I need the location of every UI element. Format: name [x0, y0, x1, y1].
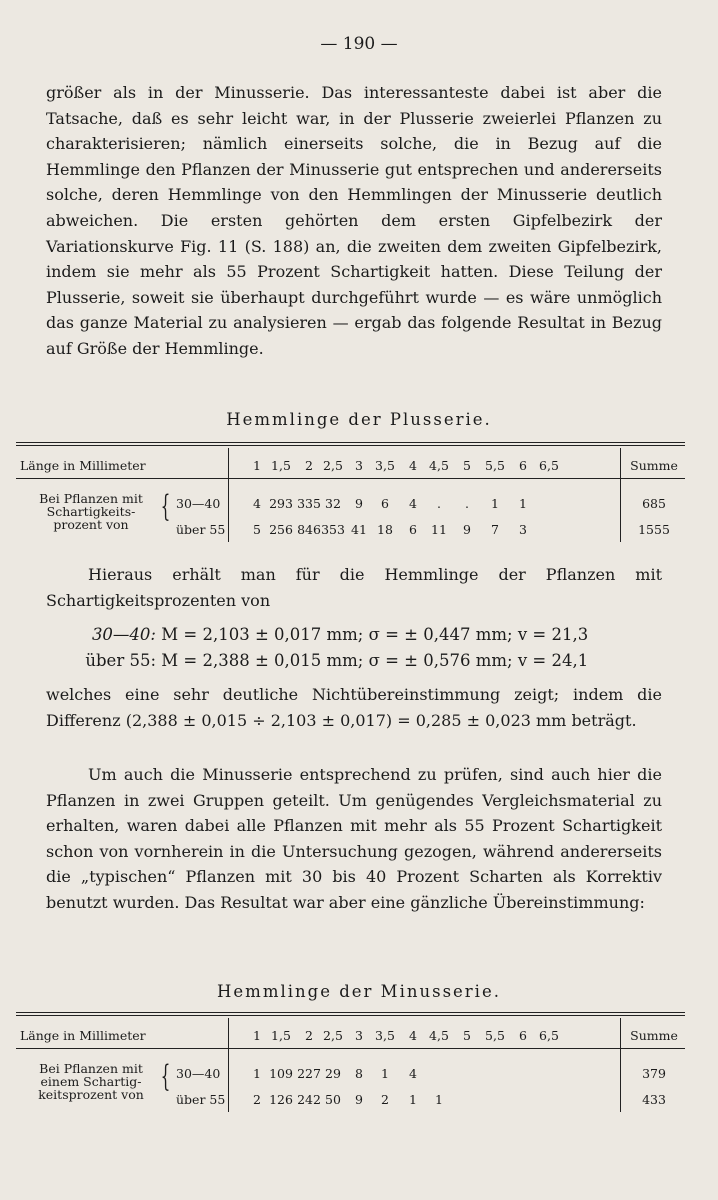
- table-cell: 32: [325, 496, 341, 511]
- table-divider: [620, 448, 621, 542]
- brace: {: [160, 489, 171, 524]
- table-header-label: Länge in Millimeter: [20, 458, 146, 473]
- table-cell: 126: [269, 1092, 293, 1107]
- row-label-line: einem Schartig-: [40, 1074, 142, 1089]
- brace: {: [160, 1059, 171, 1094]
- formula-text: M = 2,103 ± 0,017 mm; σ = ± 0,447 mm; v = 21,3: [161, 625, 589, 644]
- column-header: 1: [253, 458, 261, 473]
- table-sum-cell: 433: [642, 1092, 666, 1107]
- column-header: 5: [463, 458, 471, 473]
- table-cell: 227: [297, 1066, 321, 1081]
- table-cell: .: [465, 496, 469, 511]
- table-cell: 7: [491, 522, 499, 537]
- row-group: über 55: [176, 1092, 226, 1107]
- table-cell: 4: [253, 496, 261, 511]
- column-header: 4: [409, 458, 417, 473]
- column-header: 4,5: [429, 458, 449, 473]
- table-cell: 2: [381, 1092, 389, 1107]
- table-top-rule: [16, 442, 685, 446]
- table-header-label: Länge in Millimeter: [20, 1028, 146, 1043]
- table-cell: 9: [355, 496, 363, 511]
- table-cell: 18: [377, 522, 393, 537]
- table-cell: 9: [355, 1092, 363, 1107]
- column-header: 5,5: [485, 458, 505, 473]
- table-sum-cell: 685: [642, 496, 666, 511]
- table-cell: 353: [321, 522, 345, 537]
- table-sum-cell: 1555: [638, 522, 670, 537]
- table-cell: 846: [297, 522, 321, 537]
- page-number: — 190 —: [320, 34, 398, 54]
- table-cell: 5: [253, 522, 261, 537]
- row-label-line: Schartigkeits-: [46, 504, 136, 519]
- column-header: 2,5: [323, 1028, 343, 1043]
- table-cell: 2: [253, 1092, 261, 1107]
- formula-text: M = 2,388 ± 0,015 mm; σ = ± 0,576 mm; v = 24,1: [161, 651, 589, 670]
- column-header: 6,5: [539, 1028, 559, 1043]
- table-cell: 1: [381, 1066, 389, 1081]
- table-cell: 6: [409, 522, 417, 537]
- column-header: 4,5: [429, 1028, 449, 1043]
- row-label-line: Bei Pflanzen mit: [39, 1061, 143, 1076]
- row-group: 30—40: [176, 1066, 221, 1081]
- column-header: 5: [463, 1028, 471, 1043]
- row-label-line: keitsprozent von: [38, 1087, 144, 1102]
- column-header: 1,5: [271, 458, 291, 473]
- table-plusserie: [16, 442, 685, 552]
- table-cell: 242: [297, 1092, 321, 1107]
- table-cell: 4: [409, 496, 417, 511]
- column-header: 6,5: [539, 458, 559, 473]
- paragraph-3: welches eine sehr deutliche Nichtübereinstimmung zeigt; indem die Differenz (2,388 ± 0,015 ÷ 2,103 ± 0,017) = 0,285 ± 0,023 mm beträgt.: [46, 685, 662, 730]
- table-cell: 9: [463, 522, 471, 537]
- table-cell: 1: [519, 496, 527, 511]
- table-cell: 4: [409, 1066, 417, 1081]
- row-group: über 55: [176, 522, 226, 537]
- formula-30-40: [74, 622, 664, 648]
- column-header: 2,5: [323, 458, 343, 473]
- table1-title: Hemmlinge der Plusserie.: [226, 410, 492, 429]
- table-top-rule: [16, 1012, 685, 1016]
- table-cell: 8: [355, 1066, 363, 1081]
- table-cell: 29: [325, 1066, 341, 1081]
- table-minusserie: [16, 1012, 685, 1122]
- column-header: 4: [409, 1028, 417, 1043]
- table2-title: Hemmlinge der Minusserie.: [217, 982, 501, 1001]
- table-sum-cell: 379: [642, 1066, 666, 1081]
- table-cell: 1: [435, 1092, 443, 1107]
- column-header: 3,5: [375, 458, 395, 473]
- column-header: 1,5: [271, 1028, 291, 1043]
- column-header: 3,5: [375, 1028, 395, 1043]
- paragraph-1: größer als in der Minusserie. Das interessanteste dabei ist aber die Tatsache, daß es sehr leicht war, in der Plusserie zweierlei Pflanzen zu charakterisieren; nämlich einerseits solche, die in Bezug auf die Hemmlinge den Pflanzen der Minusserie gut entsprechen und andererseits solche, deren Hemmlinge von den Hemmlingen der Minusserie deutlich abweichen. Die ersten gehörten dem ersten Gipfelbezirk der Variationskurve Fig. 11 (S. 188) an, die zweiten dem zweiten Gipfelbezirk, indem sie mehr als 55 Prozent Schartigkeit hatten. Diese Teilung der Plusserie, soweit sie überhaupt durchgeführt wurde — es wäre unmöglich das ganze Material zu analysieren — ergab das folgende Resultat in Bezug auf Größe der Hemmlinge.: [46, 83, 662, 358]
- column-header: 6: [519, 458, 527, 473]
- sum-header: Summe: [630, 458, 678, 473]
- table-header-rule: [16, 1048, 685, 1049]
- formula-label: 30—40:: [91, 625, 156, 644]
- column-header: 3: [355, 458, 363, 473]
- column-header: 5,5: [485, 1028, 505, 1043]
- row-label: [16, 492, 166, 531]
- row-label-line: Bei Pflanzen mit: [39, 491, 143, 506]
- table-cell: 11: [431, 522, 447, 537]
- column-header: 2: [305, 1028, 313, 1043]
- table-cell: .: [437, 496, 441, 511]
- table-cell: 1: [253, 1066, 261, 1081]
- table-cell: 109: [269, 1066, 293, 1081]
- table-cell: 6: [381, 496, 389, 511]
- formula-label: über 55:: [85, 651, 156, 670]
- sum-header: Summe: [630, 1028, 678, 1043]
- table-cell: 41: [351, 522, 367, 537]
- table-header-rule: [16, 478, 685, 479]
- table-cell: 335: [297, 496, 321, 511]
- table-cell: 50: [325, 1092, 341, 1107]
- row-label-line: prozent von: [53, 517, 129, 532]
- column-header: 3: [355, 1028, 363, 1043]
- table-divider: [620, 1018, 621, 1112]
- column-header: 6: [519, 1028, 527, 1043]
- paragraph-4: Um auch die Minusserie entsprechend zu prüfen, sind auch hier die Pflanzen in zwei Gruppen geteilt. Um genügendes Vergleichsmaterial zu erhalten, waren dabei alle Pflanzen mit mehr als 55 Prozent Schartigkeit schon von vornherein in die Untersuchung gezogen, während andererseits die „typischen“ Pflanzen mit 30 bis 40 Prozent Scharten als Korrektiv benutzt wurden. Das Resultat war aber eine gänzliche Übereinstimmung:: [46, 765, 662, 912]
- paragraph-2: Hieraus erhält man für die Hemmlinge der Pflanzen mit Schartigkeitsprozenten von: [46, 565, 662, 610]
- row-group: 30—40: [176, 496, 221, 511]
- row-label: [16, 1062, 166, 1101]
- table-cell: 1: [491, 496, 499, 511]
- column-header: 2: [305, 458, 313, 473]
- table-cell: 1: [409, 1092, 417, 1107]
- table-cell: 293: [269, 496, 293, 511]
- column-header: 1: [253, 1028, 261, 1043]
- table-cell: 256: [269, 522, 293, 537]
- formula-ueber-55: [74, 648, 664, 674]
- table-cell: 3: [519, 522, 527, 537]
